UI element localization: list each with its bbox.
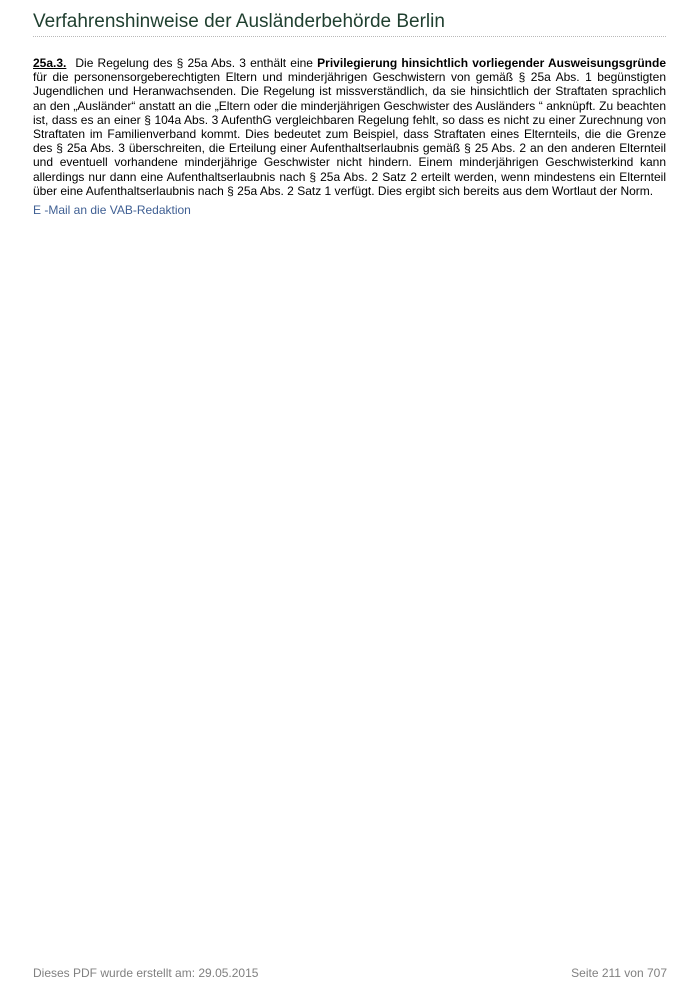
title-divider bbox=[33, 36, 666, 37]
section-emphasis: Privilegierung hinsichtlich vorliegender Ausweisungsgründe bbox=[317, 56, 667, 70]
section-text-start: Die Regelung des § 25a Abs. 3 enthält eine bbox=[75, 56, 318, 70]
footer-page-number: Seite 211 von 707 bbox=[571, 966, 667, 980]
page-title: Verfahrenshinweise der Ausländerbehörde Berlin bbox=[33, 11, 445, 32]
email-vab-redaktion-link[interactable]: E -Mail an die VAB-Redaktion bbox=[33, 203, 191, 217]
section-25a-3 bbox=[33, 56, 666, 198]
section-text-rest: für die personensorgeberechtigten Eltern und minderjährigen Geschwistern von gemäß § 25a Abs. 1 begünstigten Jugendlichen und Heranwachsenden. Die Regelung ist missverständlich, da sie hinsichtlich der Straftaten sprachlich an den „Ausländer“ anstatt an die „Eltern oder die minderjährigen Geschwister des Ausländers “ anknüpft. Zu beachten ist, dass es an einer § 104a Abs. 3 AufenthG vergleichbaren Regelung fehlt, so dass es nicht zu einer Zurechnung von Straftaten im Familienverband kommt. Dies bedeutet zum Beispiel, dass Straftaten eines Elternteils, die die Grenze des § 25a Abs. 3 überschreiten, die Erteilung einer Aufenthaltserlaubnis gemäß § 25 Abs. 2 an den anderen Elternteil und eventuell vorhandene minderjährige Geschwister nicht hindern. Einem minderjährigen Geschwisterkind kann allerdings nur dann eine Aufenthaltserlaubnis nach § 25a Abs. 2 Satz 2 erteilt werden, wenn mindestens ein Elternteil über eine Aufenthaltserlaubnis nach § 25a Abs. 2 Satz 1 verfügt. Dies ergibt sich bereits aus dem Wortlaut der Norm. bbox=[33, 70, 666, 198]
section-number: 25a.3. bbox=[33, 56, 67, 70]
footer-created-date: Dieses PDF wurde erstellt am: 29.05.2015 bbox=[33, 966, 259, 980]
